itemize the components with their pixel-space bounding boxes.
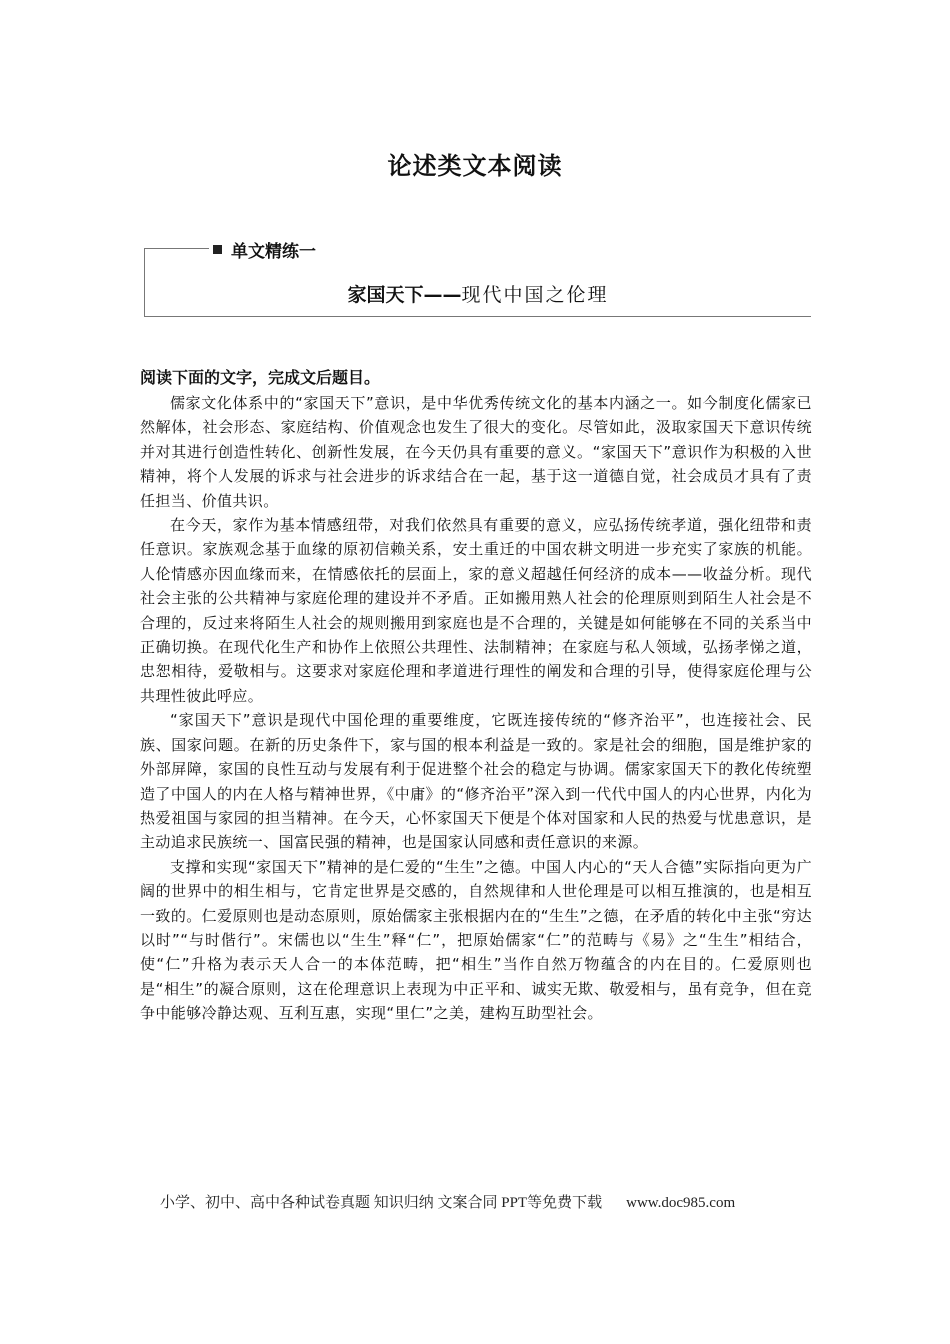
section-label <box>213 237 316 262</box>
section-header-box <box>144 242 811 317</box>
page-title: 论述类文本阅读 <box>387 152 563 180</box>
paragraph-2: 在今天，家作为基本情感纽带，对我们依然具有重要的意义，应弘扬传统孝道，强化纽带和责任意识。家族观念基于血缘的原初信赖关系，安土重迁的中国农耕文明进一步充实了家族的机能。人伦情感亦因血缘而来，在情感依托的层面上，家的意义超越任何经济的成本——收益分析。现代社会主张的公共精神与家庭伦理的建设并不矛盾。正如搬用熟人社会的伦理原则到陌生人社会是不合理的，反过来将陌生人社会的规则搬用到家庭也是不合理的，关键是如何能够在不同的关系当中正确切换。在现代化生产和协作上依照公共理性、法制精神；在家庭与私人领域，弘扬孝悌之道，忠恕相待，爱敬相与。这要求对家庭伦理和孝道进行理性的阐发和合理的引导，使得家庭伦理与公共理性彼此呼应。 <box>140 516 812 705</box>
article-title-sub: 现代中国之伦理 <box>461 284 609 306</box>
article-title <box>145 280 811 307</box>
article-title-main: 家国天下—— <box>347 284 462 306</box>
page-footer <box>160 1191 735 1212</box>
footer-url[interactable]: www.doc985.com <box>626 1195 736 1211</box>
paragraph-1: 儒家文化体系中的“家国天下”意识，是中华优秀传统文化的基本内涵之一。如今制度化儒家已然解体，社会形态、家庭结构、价值观念也发生了很大的变化。尽管如此，汲取家国天下意识传统并对其进行创造性转化、创新性发展，在今天仍具有重要的意义。“家国天下”意识作为积极的入世精神，将个人发展的诉求与社会进步的诉求结合在一起，基于这一道德自觉，社会成员才具有了责任担当、价值共识。 <box>140 394 812 510</box>
square-bullet-icon <box>213 245 222 254</box>
reading-instruction: 阅读下面的文字，完成文后题目。 <box>140 368 381 387</box>
article-body <box>140 391 812 1026</box>
section-divider <box>145 248 209 249</box>
section-label-text: 单文精练一 <box>231 242 316 262</box>
paragraph-4: 支撑和实现“家国天下”精神的是仁爱的“生生”之德。中国人内心的“天人合德”实际指向更为广阔的世界中的相生相与，它肯定世界是交感的，自然规律和人世伦理是可以相互推演的，也是相互一致的。仁爱原则也是动态原则，原始儒家主张根据内在的“生生”之德，在矛盾的转化中主张“穷达以时”“与时偕行”。宋儒也以“生生”释“仁”，把原始儒家“仁”的范畴与《易》之“生生”相结合，使“仁”升格为表示天人合一的本体范畴，把“相生”当作自然万物蕴含的内在目的。仁爱原则也是“相生”的凝合原则，这在伦理意识上表现为中正平和、诚实无欺、敬爱相与，虽有竞争，但在竞争中能够冷静达观、互利互惠，实现“里仁”之美，建构互助型社会。 <box>140 857 812 1023</box>
paragraph-3: “家国天下”意识是现代中国伦理的重要维度，它既连接传统的“修齐治平”，也连接社会、民族、国家问题。在新的历史条件下，家与国的根本利益是一致的。家是社会的细胞，国是维护家的外部屏障，家国的良性互动与发展有利于促进整个社会的稳定与协调。儒家家国天下的教化传统塑造了中国人的内在人格与精神世界，《中庸》的“修齐治平”深入到一代代中国人的内心世界，内化为热爱祖国与家园的担当精神。在今天，心怀家国天下便是个体对国家和人民的热爱与忧患意识，是主动追求民族统一、国富民强的精神，也是国家认同感和责任意识的来源。 <box>140 711 812 852</box>
footer-text: 小学、初中、高中各种试卷真题 知识归纳 文案合同 PPT等免费下载 <box>160 1195 603 1211</box>
